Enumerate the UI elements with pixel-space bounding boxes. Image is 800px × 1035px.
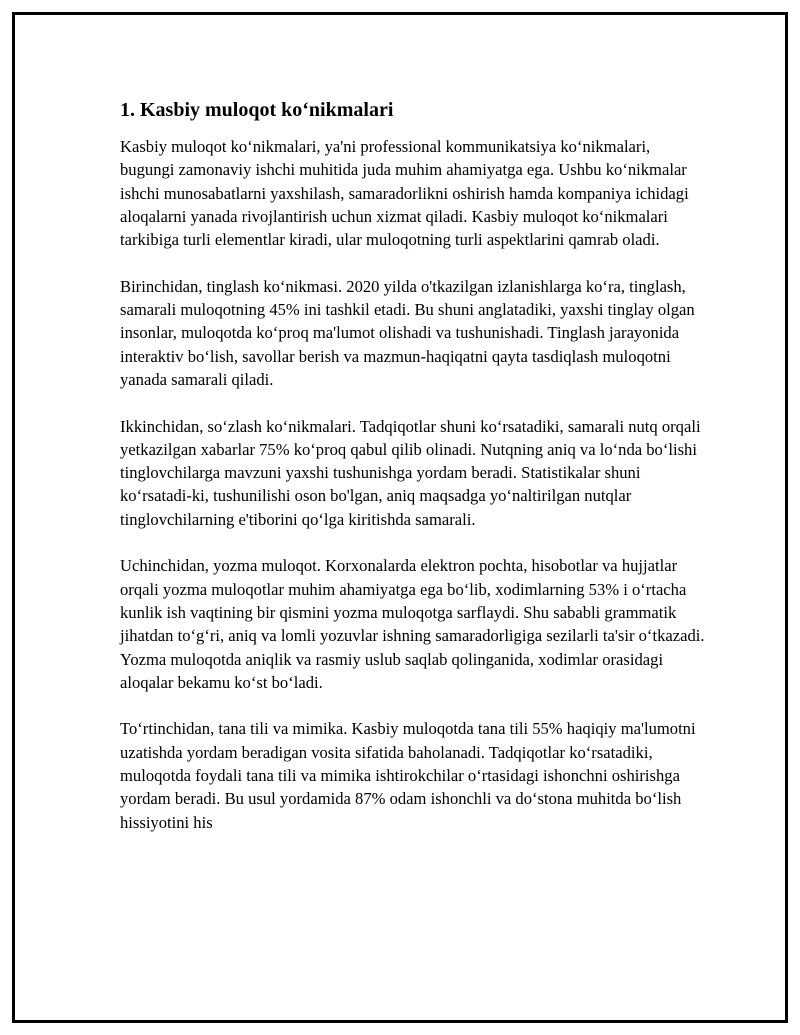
document-page <box>12 12 788 1023</box>
section-heading: 1. Kasbiy muloqot koʻnikmalari <box>120 99 394 121</box>
paragraph-listening: Birinchidan, tinglash koʻnikmasi. 2020 yilda o'tkazilgan izlanishlarga koʻra, tinglash, samarali muloqotning 45% ini tashkil etadi. Bu shuni anglatadiki, yaxshi tinglay olgan insonlar, muloqotda koʻproq ma'lumot olishadi va tushunishadi. Tinglash jarayonida interaktiv boʻlish, savollar berish va mazmun-haqiqatni qayta tasdiqlash muloqotni yanada samarali qiladi. <box>120 276 695 389</box>
document-body <box>120 98 705 857</box>
paragraph-body-language: Toʻrtinchidan, tana tili va mimika. Kasbiy muloqotda tana tili 55% haqiqiy ma'lumotni uzatishda yordam beradigan vosita sifatida baholanadi. Tadqiqotlar koʻrsatadiki, muloqotda foydali tana tili va mimika ishtirokchilar oʻrtasidagi ishonchni oshirishga yordam beradi. Bu usul yordamida 87% odam ishonchli va doʻstona muhitda boʻlish hissiyotini his <box>120 719 696 832</box>
paragraph-speaking: Ikkinchidan, soʻzlash koʻnikmalari. Tadqiqotlar shuni koʻrsatadiki, samarali nutq orqali yetkazilgan xabarlar 75% koʻproq qabul qilib olinadi. Nutqning aniq va loʻnda boʻlishi tinglovchilarga mavzuni yaxshi tushunishga yordam beradi. Statistikalar shuni koʻrsatadi-ki, tushunilishi oson bo'lgan, aniq maqsadga yoʻnaltirilgan nutqlar tinglovchilarning e'tiborini qoʻlga kiritishda samarali. <box>120 416 701 529</box>
paragraph-intro: Kasbiy muloqot koʻnikmalari, ya'ni professional kommunikatsiya koʻnikmalari, bugungi zamonaviy ishchi muhitida juda muhim ahamiyatga ega. Ushbu koʻnikmalar ishchi munosabatlarni yaxshilash, samaradorlikni oshirish hamda kompaniya ichidagi aloqalarni yanada rivojlantirish uchun xizmat qiladi. Kasbiy muloqot koʻnikmalari tarkibiga turli elementlar kiradi, ular muloqotning turli aspektlarini qamrab oladi. <box>120 137 689 250</box>
paragraph-writing: Uchinchidan, yozma muloqot. Korxonalarda elektron pochta, hisobotlar va hujjatlar orqali yozma muloqotlar muhim ahamiyatga ega boʻlib, xodimlarning 53% i oʻrtacha kunlik ish vaqtining bir qismini yozma muloqotga sarflaydi. Shu sababli grammatik jihatdan toʻgʻri, aniq va lomli yozuvlar ishning samaradorligiga sezilarli ta'sir oʻtkazadi. Yozma muloqotda aniqlik va rasmiy uslub saqlab qolinganida, xodimlar orasidagi aloqalar bekamu koʻst boʻladi. <box>120 556 705 692</box>
